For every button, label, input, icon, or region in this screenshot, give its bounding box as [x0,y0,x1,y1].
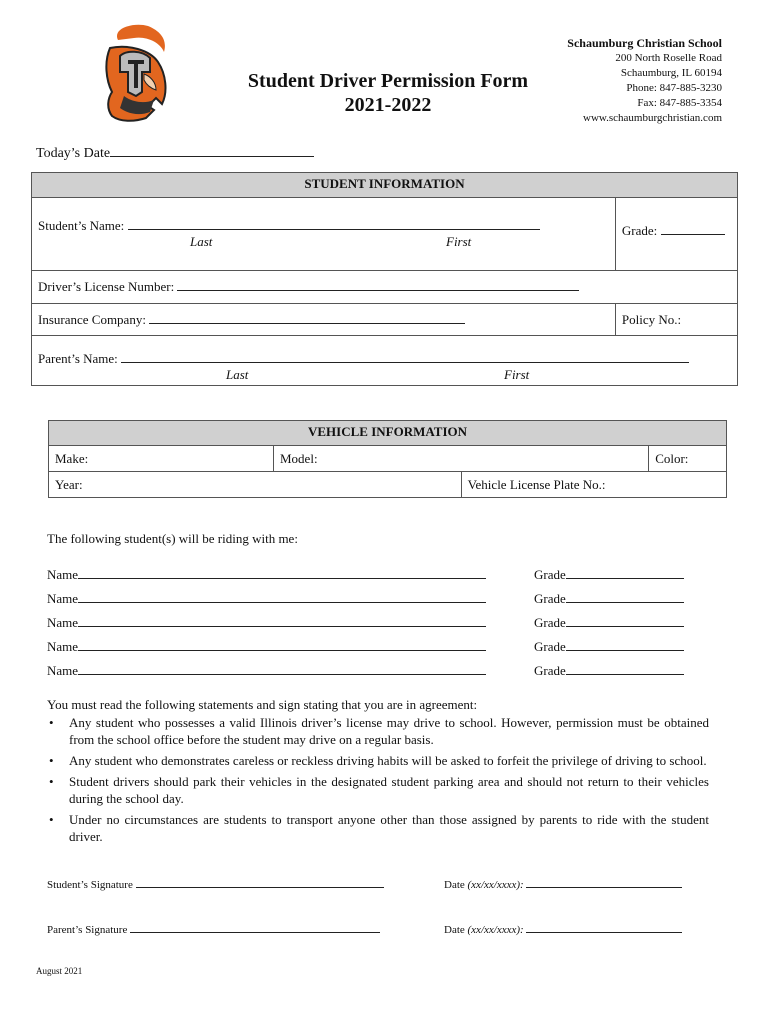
color-cell[interactable] [649,446,727,472]
form-title: Student Driver Permission Form [247,70,529,92]
rider-name-label: Name [47,615,79,630]
parent-name-label: Parent’s Name: [38,351,118,366]
student-name-label: Student’s Name: [38,218,125,233]
rider-name-field[interactable] [78,625,486,627]
rider-row [47,639,707,655]
rider-row [47,663,707,679]
model-label: Model: [280,450,318,466]
grade-cell [615,198,737,271]
student-signature-row [47,879,384,891]
policy-cell [615,304,737,336]
school-name: Schaumburg Christian School [567,36,722,50]
make-label: Make: [55,450,89,466]
parent-date-label: Date [444,924,465,936]
rider-grade-field[interactable] [566,673,684,675]
license-field[interactable] [177,289,579,291]
riders-lead-text: The following student(s) will be riding with me: [47,531,298,546]
rider-grade-label: Grade [534,591,566,606]
student-information-table [31,172,738,386]
rider-name-field[interactable] [78,649,486,651]
license-label: Driver’s License Number: [38,279,175,294]
vehicle-information-heading: VEHICLE INFORMATION [49,421,727,446]
school-logo-icon [98,22,172,126]
rider-name-field[interactable] [78,673,486,675]
make-cell[interactable] [49,446,274,472]
student-name-first-caption: First [446,234,472,249]
student-name-field[interactable] [128,228,540,230]
parent-name-cell [32,336,738,386]
year-cell[interactable] [49,472,462,498]
student-date-field[interactable] [526,886,682,888]
footer-revision-date: August 2021 [36,966,83,976]
rider-grade-label: Grade [534,639,566,654]
parent-date-row [444,924,682,936]
parent-signature-label: Parent’s Signature [47,924,128,936]
school-fax: Fax: 847-885-3354 [637,97,722,109]
color-label: Color: [655,450,689,466]
parent-signature-field[interactable] [130,931,380,933]
rider-grade-field[interactable] [566,601,684,603]
school-address: 200 North Roselle Road [615,52,722,64]
parent-name-field[interactable] [121,361,689,363]
rider-grade-label: Grade [534,567,566,582]
rider-row [47,615,707,631]
student-information-heading: STUDENT INFORMATION [32,173,738,198]
todays-date-label: Today’s Date [36,146,111,161]
school-phone: Phone: 847-885-3230 [626,82,722,94]
insurance-cell [32,304,616,336]
todays-date-field[interactable] [110,155,314,157]
vehicle-information-table [48,420,727,498]
parent-date-format: (xx/xx/xxxx): [467,924,524,936]
insurance-label: Insurance Company: [38,311,146,327]
student-date-label: Date [444,879,465,891]
license-cell [32,271,738,304]
plate-cell[interactable] [461,472,726,498]
rider-grade-field[interactable] [566,577,684,579]
agreement-statement-list [47,714,709,849]
student-date-format: (xx/xx/xxxx): [467,879,524,891]
agreement-statement: • Under no circumstances are students to transport anyone other than those assigned by parents to ride with the student driver. [47,811,709,845]
student-signature-field[interactable] [136,886,384,888]
school-website: www.schaumburgchristian.com [583,112,722,124]
model-cell[interactable] [274,446,649,472]
plate-label: Vehicle License Plate No.: [467,476,606,492]
agreement-lead-text: You must read the following statements and sign stating that you are in agreement: [47,697,478,712]
student-name-cell [32,198,616,271]
todays-date-row [36,146,314,162]
school-city: Schaumburg, IL 60194 [620,67,722,79]
parent-name-last-caption: Last [226,367,249,382]
rider-grade-label: Grade [534,663,566,678]
rider-row [47,567,707,583]
rider-grade-field[interactable] [566,625,684,627]
agreement-statement: • Any student who possesses a valid Illinois driver’s license may drive to school. However, permission must be obtained from the school office before the student may drive on a regular basis. [47,714,709,748]
parent-name-first-caption: First [504,367,530,382]
rider-grade-field[interactable] [566,649,684,651]
grade-label: Grade: [621,223,658,238]
policy-label: Policy No.: [621,311,682,327]
rider-name-field[interactable] [78,601,486,603]
year-label: Year: [55,476,83,492]
student-date-row [444,879,682,891]
agreement-statement: • Student drivers should park their vehicles in the designated student parking area and should not return to their vehicles during the school day. [47,773,709,807]
agreement-statement: • Any student who demonstrates careless or reckless driving habits will be asked to forfeit the privilege of driving to school. [47,752,709,769]
rider-name-label: Name [47,567,79,582]
parent-signature-row [47,924,380,936]
grade-field[interactable] [661,233,725,235]
form-year: 2021-2022 [344,94,432,116]
student-name-last-caption: Last [190,234,213,249]
rider-name-label: Name [47,639,79,654]
insurance-field[interactable] [149,322,465,324]
rider-name-label: Name [47,591,79,606]
rider-name-field[interactable] [78,577,486,579]
rider-grade-label: Grade [534,615,566,630]
student-signature-label: Student’s Signature [47,879,133,891]
parent-date-field[interactable] [526,931,682,933]
rider-row [47,591,707,607]
school-contact-block [502,36,722,126]
rider-name-label: Name [47,663,79,678]
